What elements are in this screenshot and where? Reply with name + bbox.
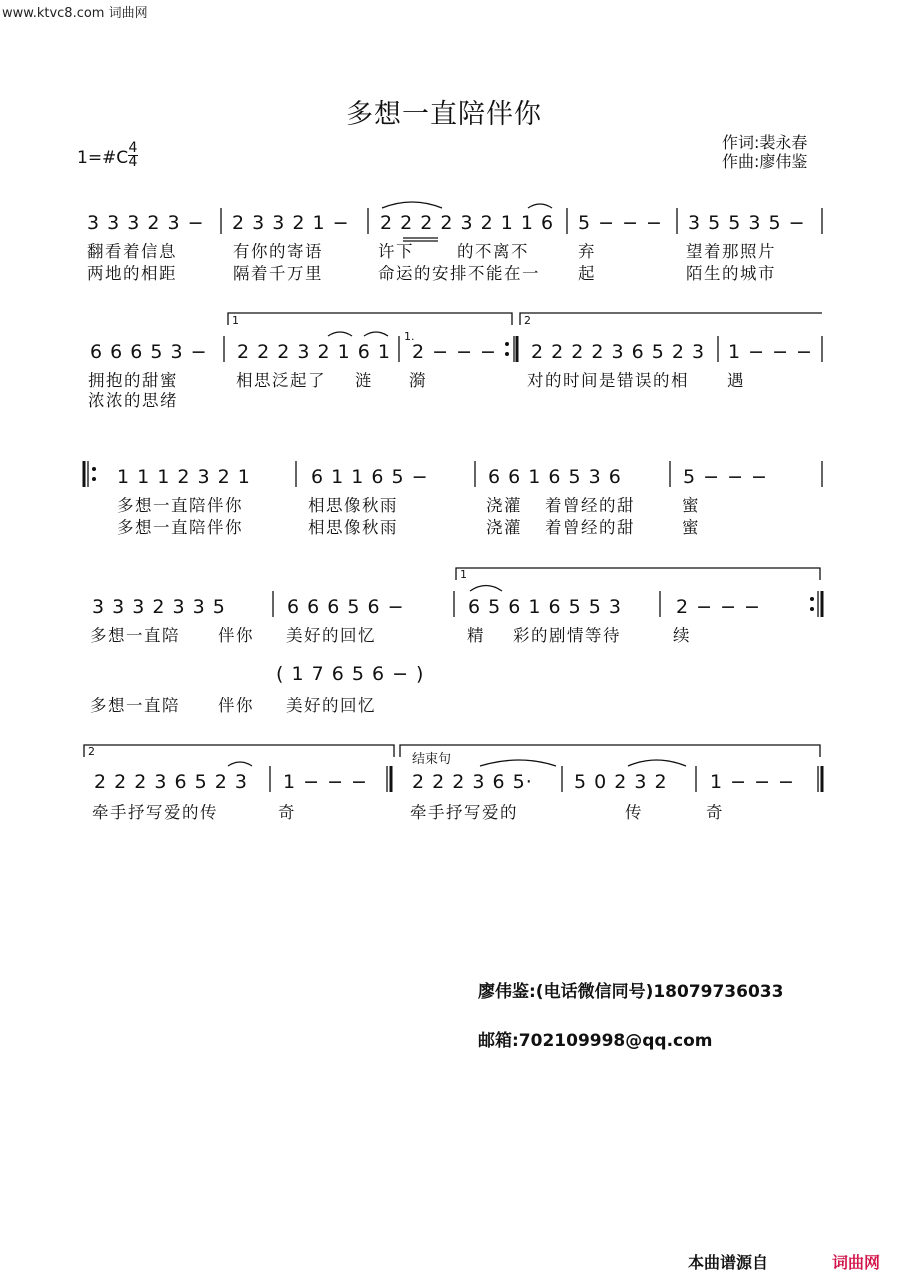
slur <box>382 202 442 208</box>
r5-lyric1-a: 牵手抒写爱的传 <box>92 803 218 822</box>
volta-bracket-1 <box>456 568 820 580</box>
r5-lyric1-e: 奇 <box>706 803 724 822</box>
r1-measure-2: 2 3 3 2 1 − <box>232 212 350 234</box>
ending-bracket <box>400 745 820 757</box>
r4-lyric1-e: 彩的剧情等待 <box>513 626 621 645</box>
r2-volta-1-label: 1 <box>232 314 239 327</box>
r4-lyric1-b: 伴你 <box>218 626 254 645</box>
r2-measure-5: 1 − − − <box>728 341 813 363</box>
contact-phone: 廖伟鉴:(电话微信同号)18079736033 <box>478 982 784 1002</box>
r1-lyric2-e: 陌生的城市 <box>686 264 776 283</box>
r2-measure-3: 2 − − − <box>412 341 497 363</box>
r1-lyric2-c: 命运的安排不能在一 <box>378 264 540 283</box>
r4-lyric2-c: 美好的回忆 <box>286 696 376 715</box>
r4-volta-1-label: 1 <box>460 568 467 581</box>
r5-lyric1-d: 传 <box>625 803 643 822</box>
r2-measure-4: 2 2 2 2 3 6 5 2 3 <box>531 341 706 363</box>
repeat-dot <box>810 597 814 601</box>
r4-lyric2-b: 伴你 <box>218 696 254 715</box>
r1-lyric2-a: 两地的相距 <box>87 264 177 283</box>
r1-lyric1-b: 有你的寄语 <box>233 242 323 261</box>
repeat-dot <box>92 477 96 481</box>
r4-lyric1-c: 美好的回忆 <box>286 626 376 645</box>
time-signature-top: 4 <box>128 140 138 156</box>
r3-measure-4: 5 − − − <box>683 466 768 488</box>
slur <box>328 332 352 336</box>
time-signature-bottom: 4 <box>128 154 138 170</box>
r5-measure-1: 2 2 2 3 6 5 2 3 <box>94 771 248 793</box>
slur <box>628 760 686 766</box>
r3-measure-1: 1 1 1 2 3 2 1 <box>117 466 251 488</box>
r4-measure-1: 3 3 3 2 3 3 5 <box>92 596 226 618</box>
r1-lyric1-d: 的不离不 <box>457 242 529 261</box>
slur <box>528 204 552 208</box>
r1-measure-5: 3 5 5 3 5 − <box>688 212 806 234</box>
r2-measure-1: 6 6 6 5 3 − <box>90 341 208 363</box>
r4-lyric1-d: 精 <box>467 626 485 645</box>
r3-lyric2-d: 着曾经的甜 <box>545 518 635 537</box>
contact-email: 邮箱:702109998@qq.com <box>478 1031 713 1051</box>
r3-lyric2-a: 多想一直陪伴你 <box>117 518 243 537</box>
r1-lyric1-e: 弃 <box>578 242 596 261</box>
slur <box>228 762 252 766</box>
r2-lyric1-e: 对的时间是错误的相 <box>527 371 689 390</box>
r1-lyric2-d: 起 <box>578 264 596 283</box>
r2-lyric1-b: 相思泛起了 <box>236 371 326 390</box>
r3-lyric2-e: 蜜 <box>682 518 700 537</box>
slur <box>470 586 502 592</box>
r2-measure-2: 2 2 2 3 2 1 6 1 <box>237 341 391 363</box>
r3-measure-3: 6 6 1 6 5 3 6 <box>488 466 622 488</box>
r1-lyric1-c: 许下 <box>378 242 414 261</box>
r2-volta-mark: 1. <box>404 330 415 343</box>
slur <box>364 332 388 336</box>
r3-measure-2: 6 1 1 6 5 − <box>311 466 429 488</box>
r2-lyric1-d: 漪 <box>409 371 427 390</box>
r1-measure-4: 5 − − − <box>578 212 663 234</box>
r1-lyric2-b: 隔着千万里 <box>233 264 323 283</box>
footer-brand: 词曲网 <box>832 1253 881 1272</box>
r3-lyric1-b: 相思像秋雨 <box>308 496 398 515</box>
volta-bracket-2 <box>84 745 394 757</box>
repeat-dot <box>505 352 509 356</box>
r5-measure-3: 2 2 2 3 6 5· <box>412 771 533 793</box>
song-title: 多想一直陪伴你 <box>346 99 542 130</box>
r5-measure-2: 1 − − − <box>283 771 368 793</box>
volta-bracket-1 <box>228 313 512 325</box>
r3-lyric1-e: 蜜 <box>682 496 700 515</box>
r2-lyric1-f: 遇 <box>727 371 745 390</box>
key-signature: 1=#C <box>77 148 129 168</box>
slur <box>480 760 556 766</box>
r4-lyric2-a: 多想一直陪 <box>90 696 180 715</box>
r5-measure-4: 5 0 2 3 2 <box>574 771 668 793</box>
repeat-dot <box>810 607 814 611</box>
r2-lyric2-a: 浓浓的思绪 <box>88 391 178 410</box>
r3-lyric2-c: 浇灌 <box>486 518 522 537</box>
r4-measure-3: 6 5 6 1 6 5 5 3 <box>468 596 622 618</box>
r2-volta-2-label: 2 <box>524 314 531 327</box>
r3-lyric1-c: 浇灌 <box>486 496 522 515</box>
r4-lyric1-a: 多想一直陪 <box>90 626 180 645</box>
r5-volta-2-label: 2 <box>88 745 95 758</box>
r5-lyric1-b: 奇 <box>278 803 296 822</box>
r1-measure-1: 3 3 3 2 3 − <box>87 212 205 234</box>
r3-lyric1-d: 着曾经的甜 <box>545 496 635 515</box>
r3-lyric1-a: 多想一直陪伴你 <box>117 496 243 515</box>
r1-measure-3: 2 2 2 2 3 2 1 1 6 <box>380 212 555 234</box>
r4-measure-2: 6 6 6 5 6 − <box>287 596 405 618</box>
r2-lyric1-a: 拥抱的甜蜜 <box>88 371 178 390</box>
r3-lyric2-b: 相思像秋雨 <box>308 518 398 537</box>
lyricist-credit: 作词:裴永春 <box>722 133 808 152</box>
volta-bracket-2 <box>520 313 822 325</box>
r4-lyric1-f: 续 <box>673 626 691 645</box>
composer-credit: 作曲:廖伟鉴 <box>722 152 808 171</box>
r5-ending-label: 结束句 <box>412 752 452 767</box>
repeat-dot <box>505 342 509 346</box>
repeat-dot <box>92 467 96 471</box>
r4-measure-4: 2 − − − <box>676 596 761 618</box>
r1-lyric1-a: 翻看着信息 <box>87 242 177 261</box>
r5-lyric1-c: 牵手抒写爱的 <box>410 803 518 822</box>
footer-source: 本曲谱源自 <box>688 1253 769 1272</box>
site-watermark: www.ktvc8.com 词曲网 <box>2 6 148 21</box>
r4-interlude-notes: ( 1 7 6 5 6 − ) <box>276 663 425 685</box>
r2-lyric1-c: 涟 <box>355 371 373 390</box>
r1-lyric1-f: 望着那照片 <box>686 242 776 261</box>
r5-measure-5: 1 − − − <box>710 771 795 793</box>
